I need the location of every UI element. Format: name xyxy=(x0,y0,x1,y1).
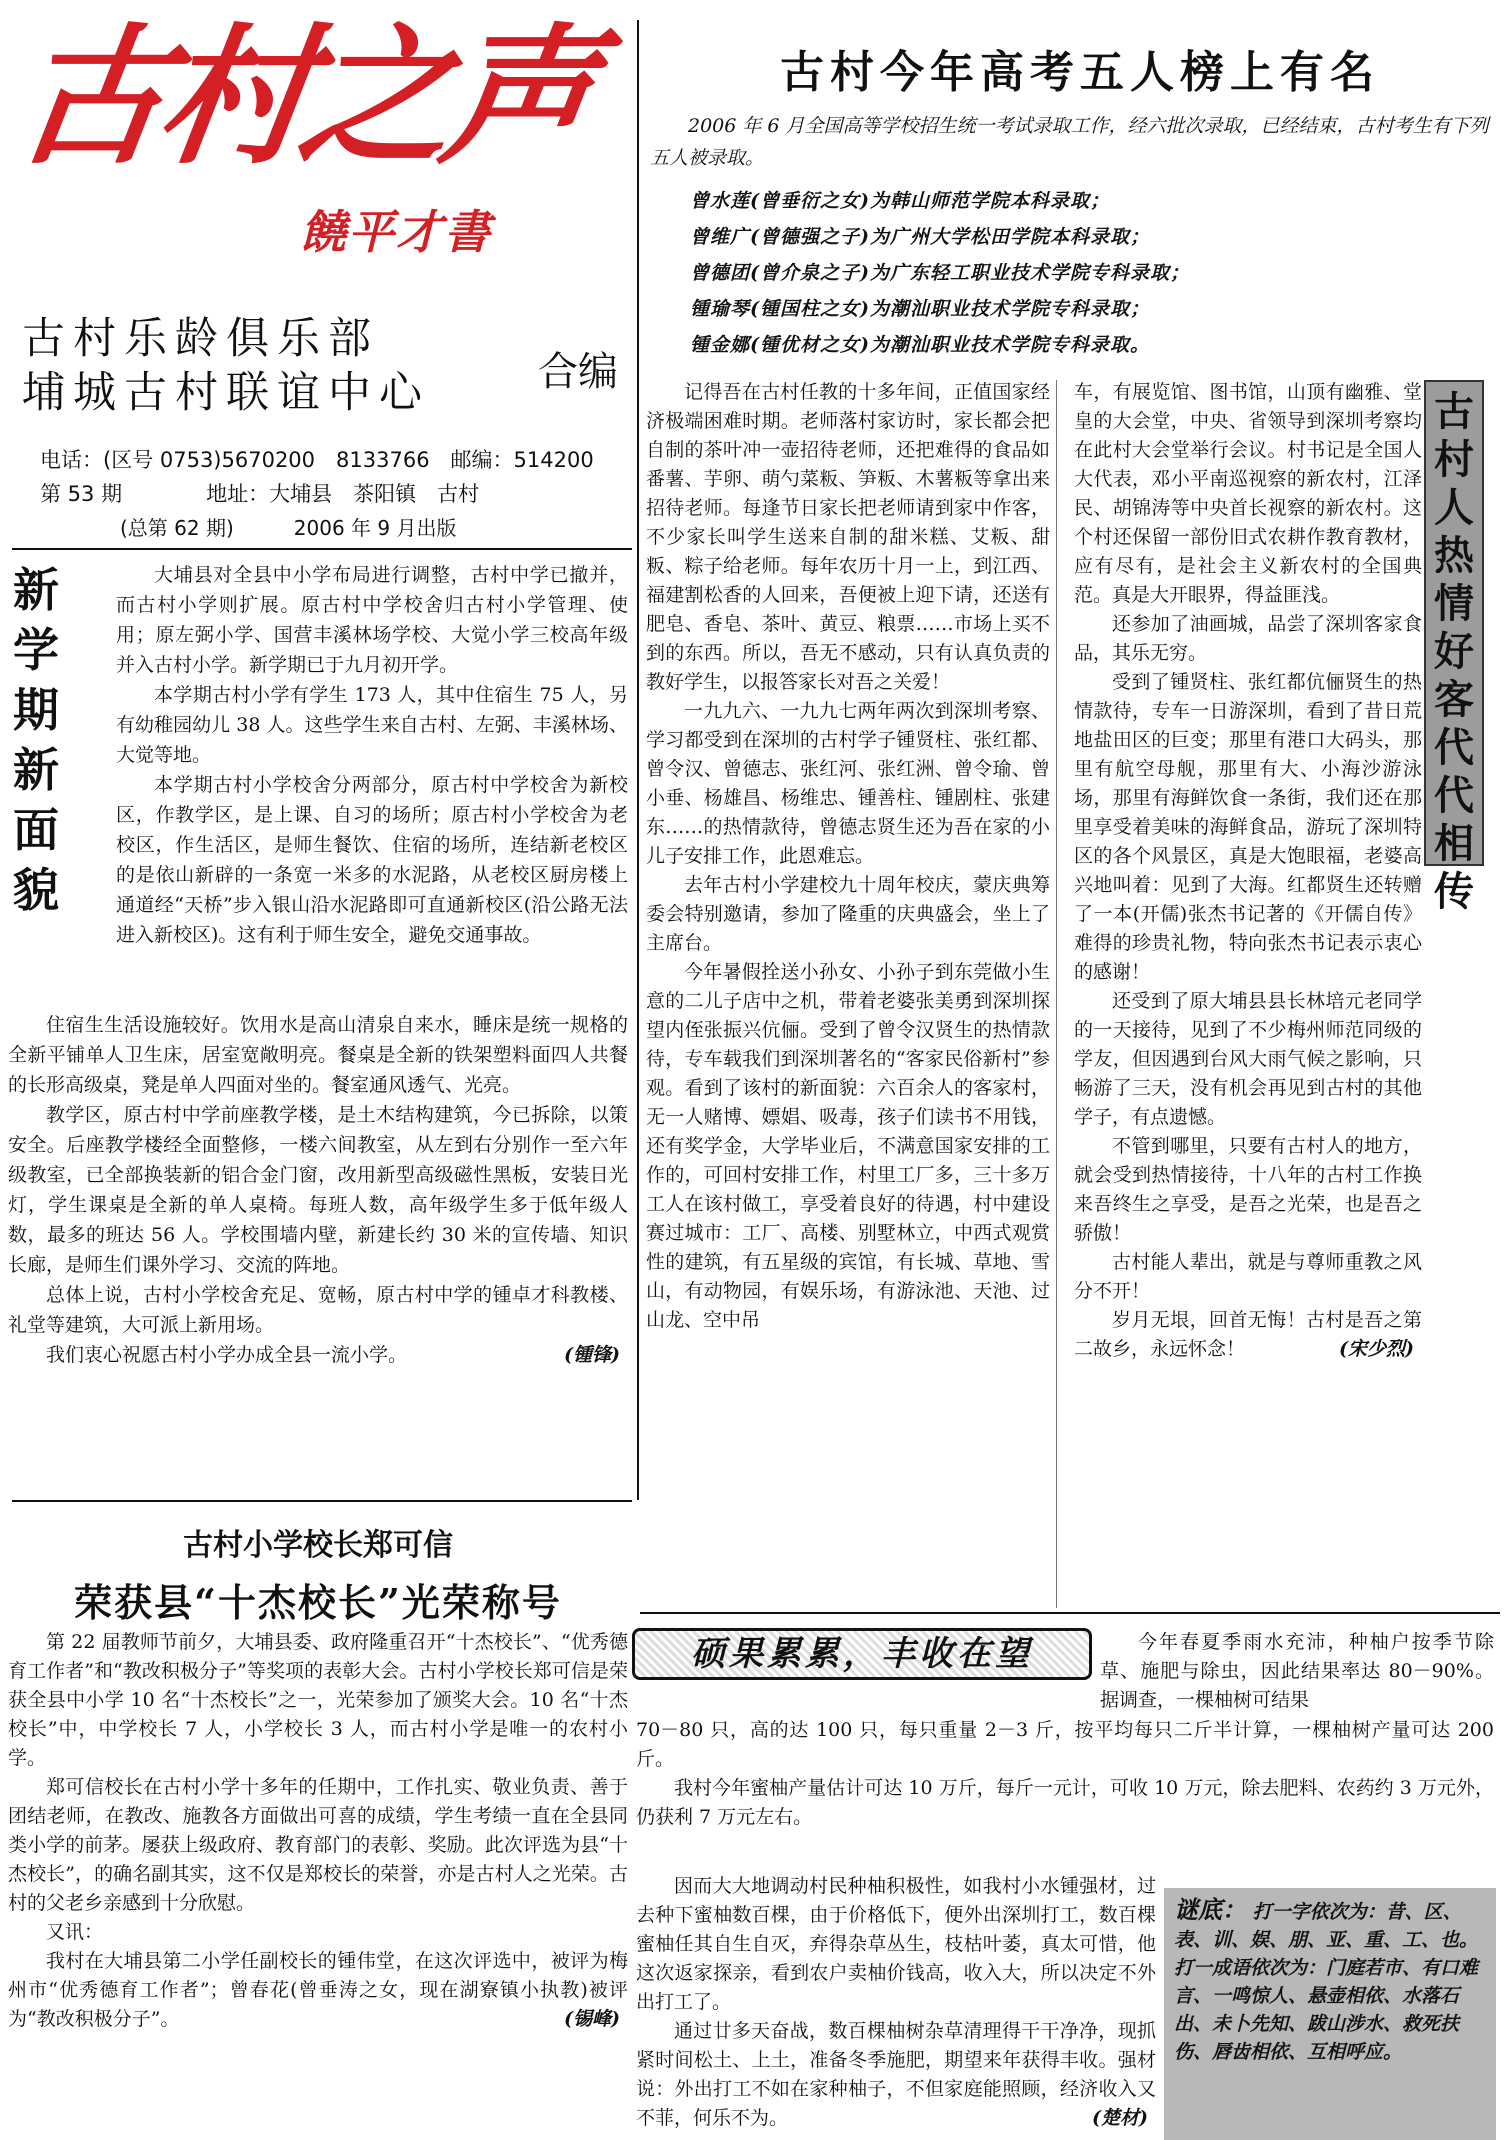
riddle-line-1: 打一字依次为：昔、区、表、训、娱、朋、亚、重、工、也。 xyxy=(1174,1901,1479,1951)
paragraph: 我村今年蜜柚产量估计可达 10 万斤，每斤一元计，可收 10 万元，除去肥料、农药约 3 万元外，仍获利 7 万元左右。 xyxy=(636,1777,1494,1828)
paragraph xyxy=(8,1947,628,2034)
issue-line: 第 53 期 地址：大埔县 茶阳镇 古村 xyxy=(40,482,480,506)
paragraph: 受到了锺贤柱、张红都伉俪贤生的热情款待，专车一日游深圳，看到了昔日荒地盐田区的巨变；那里有港口大码头，那里有航空母舰，那里有大、小海沙游泳场，那里有海鲜饮食一条街，我们还在那里享受着美味的海鲜食品，游玩了深圳特区的各个风景区，真是大饱眼福，老婆高兴地叫着：见到了大海。红都贤生还转赠了一本(开儒)张杰书记著的《开儒自传》难得的珍贵礼物，特向张杰书记表示衷心的感谢！ xyxy=(1074,671,1422,983)
harvest-body xyxy=(636,1716,1494,1832)
article-hospitality-col2 xyxy=(1074,378,1422,1364)
harvest-banner: 硕果累累，丰收在望 xyxy=(632,1628,1092,1680)
paragraph-text: 我村在大埔县第二小学任副校长的锺伟堂，在这次评选中，被评为梅州市“优秀德育工作者”；曾春花(曾垂涛之女，现在湖寮镇小执教)被评为“教改积极分子”。 xyxy=(8,1950,628,2030)
paragraph: 第 22 届教师节前夕，大埔县委、政府隆重召开“十杰校长”、“优秀德育工作者”和“教改积极分子”等奖项的表彰大会。古村小学校长郑可信是荣获全县中小学 10 名“十杰校长”之一，光荣参加了颁奖大会。10 名“十杰校长”中，中学校长 7 人，小学校长 3 人，而古村小学是唯一的农村小学。 xyxy=(8,1631,628,1769)
paragraph xyxy=(636,2017,1156,2133)
edition-label: 合编 xyxy=(538,349,618,395)
article-new-term-body xyxy=(8,1010,628,1370)
paragraph: 本学期古村小学校舍分两部分，原古村中学校舍为新校区，作教学区，是上课、自习的场所；原古村小学校舍为老校区，作生活区，是师生餐饮、住宿的场所，连结新老校区的是依山新辟的一条宽一米多的水泥路，从老校区厨房楼上通道经“天桥”步入银山沿水泥路即可直通新校区(沿公路无法进入新校区)。这有利于师生安全，避免交通事故。 xyxy=(116,774,628,946)
masthead-title: 古村之声 xyxy=(6,9,599,185)
vertical-banner: 古村人热情好客代代相传 xyxy=(1424,380,1484,866)
closing-line: 我们衷心祝愿古村小学办成全县一流小学。 xyxy=(46,1344,408,1366)
paragraph: 今年暑假拴送小孙女、小孙子到东莞做小生意的二儿子店中之机，带着老婆张美勇到深圳探望内侄张振兴伉俪。受到了曾令汉贤生的热情款待，专车载我们到深圳著名的“客家民俗新村”参观。看到了该村的新面貌：六百余人的客家村，无一人赌博、嫖娼、吸毒，孩子们读书不用钱，还有奖学金，大学毕业后，不满意国家安排的工作的，可回村安排工作，村里工厂多，三十多万工人在该村做工，享受着良好的待遇，村中建设赛过城市：工厂、高楼、别墅林立，中西式观赏性的建筑，有五星级的宾馆，有长城、草地、雪山，有动物园，有娱乐场，有游泳池、天池、过山龙、空中吊 xyxy=(646,961,1050,1331)
paragraph: 去年古村小学建校九十周年校庆，蒙庆典筹委会特别邀请，参加了隆重的庆典盛会，坐上了主席台。 xyxy=(646,874,1050,954)
paragraph: 古村能人辈出，就是与尊师重教之风分不开！ xyxy=(1074,1251,1422,1302)
admission-item: 曾德团(曾介泉之子)为广东轻工职业技术学院专科录取； xyxy=(690,262,1190,284)
paragraph: 大埔县对全县中小学布局进行调整，古村中学已撤并，而古村小学则扩展。原古村中学校舍归古村小学管理、使用；原左弼小学、国营丰溪林场学校、大觉小学三校高年级并入古村小学。新学期已于九月初开学。 xyxy=(116,564,628,676)
paragraph: 车，有展览馆、图书馆，山顶有幽雅、堂皇的大会堂，中央、省领导到深圳考察均在此村大会堂举行会议。村书记是全国人大代表，邓小平南巡视察的新农村，江泽民、胡锦涛等中央首长视察的新农村。这个村还保留一部份旧式农耕作教育教材，应有尽有，是社会主义新农村的全国典范。真是大开眼界，得益匪浅。 xyxy=(1074,381,1422,606)
harvest-body-narrow xyxy=(636,1872,1156,2133)
riddle-label: 谜底： xyxy=(1174,1895,1246,1924)
author-signature: (宋少烈) xyxy=(1339,1338,1414,1360)
riddle-answer-box xyxy=(1164,1888,1496,2140)
paragraph: 郑可信校长在古村小学十多年的任期中，工作扎实、敬业负责、善于团结老师，在教改、施教各方面做出可喜的成绩，学生考绩一直在全县同类小学的前茅。屡获上级政府、教育部门的表彰、奖励。此次评选为县“十杰校长”，的确名副其实，这不仅是郑校长的荣誉，亦是古村人之光荣。古村的父老乡亲感到十分欣慰。 xyxy=(8,1776,628,1914)
author-signature: (楚材) xyxy=(1092,2107,1148,2129)
article-principal-title: 荣获县“十杰校长”光荣称号 xyxy=(74,1580,562,1625)
paragraph: 今年春夏季雨水充沛，种柚户按季节除草、施肥与除虫，因此结果率达 80－90%。据调查，一棵柚树可结果 xyxy=(1100,1631,1494,1711)
paragraph-text: 岁月无垠，回首无悔！古村是吾之第二故乡，永远怀念！ xyxy=(1074,1309,1422,1360)
paragraph: 不管到哪里，只要有古村人的地方，就会受到热情接待，十八年的古村工作换来吾终生之享受，是吾之光荣，也是吾之骄傲！ xyxy=(1074,1135,1422,1244)
article-exam-intro: 2006 年 6 月全国高等学校招生统一考试录取工作，经六批次录取，已经结束，古村考生有下列五人被录取。 xyxy=(650,115,1489,169)
paragraph: 教学区，原古村中学前座教学楼，是土木结构建筑，今已拆除，以策安全。后座教学楼经全面整修，一楼六间教室，从左到右分别作一至六年级教室，已全部换装新的铝合金门窗，改用新型高级磁性黑板，安装日光灯，学生课桌是全新的单人桌椅。每班人数，高年级学生多于低年级人数，最多的班达 56 人。学校围墙内壁，新建长约 30 米的宣传墙、知识长廊，是师生们课外学习、交流的阵地。 xyxy=(8,1104,628,1276)
admission-item: 曾水莲(曾垂衍之女)为韩山师范学院本科录取； xyxy=(690,190,1110,212)
header-rule xyxy=(12,548,632,550)
article-principal-subtitle: 古村小学校长郑可信 xyxy=(183,1528,453,1563)
paragraph-text: 通过廿多天奋战，数百棵柚树杂草清理得干干净净，现抓紧时间松土、上土，准备冬季施肥，期望来年获得丰收。强材说：外出打工不如在家种柚子，不但家庭能照顾，经济收入又不菲，何乐不为。 xyxy=(636,2020,1156,2129)
article-hospitality-col1 xyxy=(646,378,1050,1335)
paragraph: 还受到了原大埔县县长林培元老同学的一天接待，见到了不少梅州师范同级的学友，但因遇到台风大雨气候之影响，只畅游了三天，没有机会再见到古村的其他学子，有点遗憾。 xyxy=(1074,990,1422,1128)
paragraph xyxy=(1074,1306,1422,1364)
article-new-term-top xyxy=(116,560,628,950)
paragraph: 又讯： xyxy=(46,1921,104,1943)
column-divider xyxy=(637,20,639,1500)
paragraph: 70－80 只，高的达 100 只，每只重量 2－3 斤，按平均每只二斤半计算，一棵柚树产量可达 200 斤。 xyxy=(636,1719,1494,1770)
admission-item: 锺金娜(锺优材之女)为潮汕职业技术学院专科录取。 xyxy=(690,334,1150,356)
admission-item: 曾维广(曾德强之子)为广州大学松田学院本科录取； xyxy=(690,226,1150,248)
paragraph: 总体上说，古村小学校舍充足、宽畅，原古村中学的锺卓才科教楼、礼堂等建筑，大可派上新用场。 xyxy=(8,1284,628,1336)
paragraph: 还参加了油画城，品尝了深圳客家食品，其乐无穷。 xyxy=(1074,613,1422,664)
author-signature: (锡峰) xyxy=(564,2008,620,2030)
riddle-line-2: 打一成语依次为：门庭若市、有口难言、一鸣惊人、悬壶相依、水落石出、未卜先知、跋山涉水、救死扶伤、唇齿相依、互相呼应。 xyxy=(1174,1957,1479,2063)
paragraph: 因而大大地调动村民种柚积极性，如我村小水锺强材，过去种下蜜柚数百棵，由于价格低下，便外出深圳打工，数百棵蜜柚任其自生自灭，弃得杂草丛生，枝枯叶萎，真太可惜，他这次返家探亲，看到农户卖柚价钱高，收入大，所以决定不外出打工了。 xyxy=(636,1875,1156,2013)
org-name-1: 古村乐龄俱乐部 xyxy=(22,314,379,364)
inner-column-divider xyxy=(1056,380,1057,1608)
contact-line: 电话：(区号 0753)5670200 8133766 邮编：514200 xyxy=(40,448,594,472)
org-name-2: 埔城古村联谊中心 xyxy=(22,368,430,418)
paragraph: 本学期古村小学有学生 173 人，其中住宿生 75 人，另有幼稚园幼儿 38 人。这些学生来自古村、左弼、丰溪林场、大觉等地。 xyxy=(116,684,628,766)
article-principal-body xyxy=(8,1628,628,2034)
paragraph xyxy=(8,1340,628,1370)
paragraph: 记得吾在古村任教的十多年间，正值国家经济极端困难时期。老师落村家访时，家长都会把自制的茶叶冲一壶招待老师，还把难得的食品如番薯、芋卵、萌勺菜粄、笋粄、木薯粄等拿出来招待老师。每逢节日家长把老师请到家中作客，不少家长叫学生送来自制的甜米糕、艾粄、甜粄、粽子给老师。每年农历十月一上，到江西、福建割松香的人回来，吾便被上迎下请，还送有肥皂、香皂、茶叶、黄豆、粮票……市场上买不到的东西。所以，吾无不感动，只有认真负责的教好学生，以报答家长对吾之关爱！ xyxy=(646,381,1050,693)
paragraph: 住宿生生活设施较好。饮用水是高山清泉自来水，睡床是统一规格的全新平铺单人卫生床，居室宽敞明亮。餐桌是全新的铁架塑料面四人共餐的长形高级桌，凳是单人四面对坐的。餐室通风透气、光亮。 xyxy=(8,1014,628,1096)
section-rule-right xyxy=(640,1612,1500,1614)
date-line: (总第 62 期) 2006 年 9 月出版 xyxy=(120,516,457,540)
author-signature: (锺锋) xyxy=(564,1344,620,1366)
article-exam-title: 古村今年高考五人榜上有名 xyxy=(780,47,1380,98)
article-side-title: 新学期 新面貌 xyxy=(13,563,105,917)
paragraph: 一九九六、一九九七两年两次到深圳考察、学习都受到在深圳的古村学子锺贤柱、张红都、曾令汉、曾德志、张红河、张红洲、曾令瑜、曾小垂、杨雄昌、杨维忠、锺善柱、锺剧柱、张建东……的热情款待，曾德志贤生还为吾在家的小儿子安排工作，此恩难忘。 xyxy=(646,700,1050,867)
masthead-signature: 饒平才書 xyxy=(300,205,492,259)
section-rule xyxy=(12,1500,632,1502)
harvest-top-text xyxy=(1100,1628,1494,1715)
admission-item: 锺瑜琴(锺国柱之女)为潮汕职业技术学院专科录取； xyxy=(690,298,1150,320)
